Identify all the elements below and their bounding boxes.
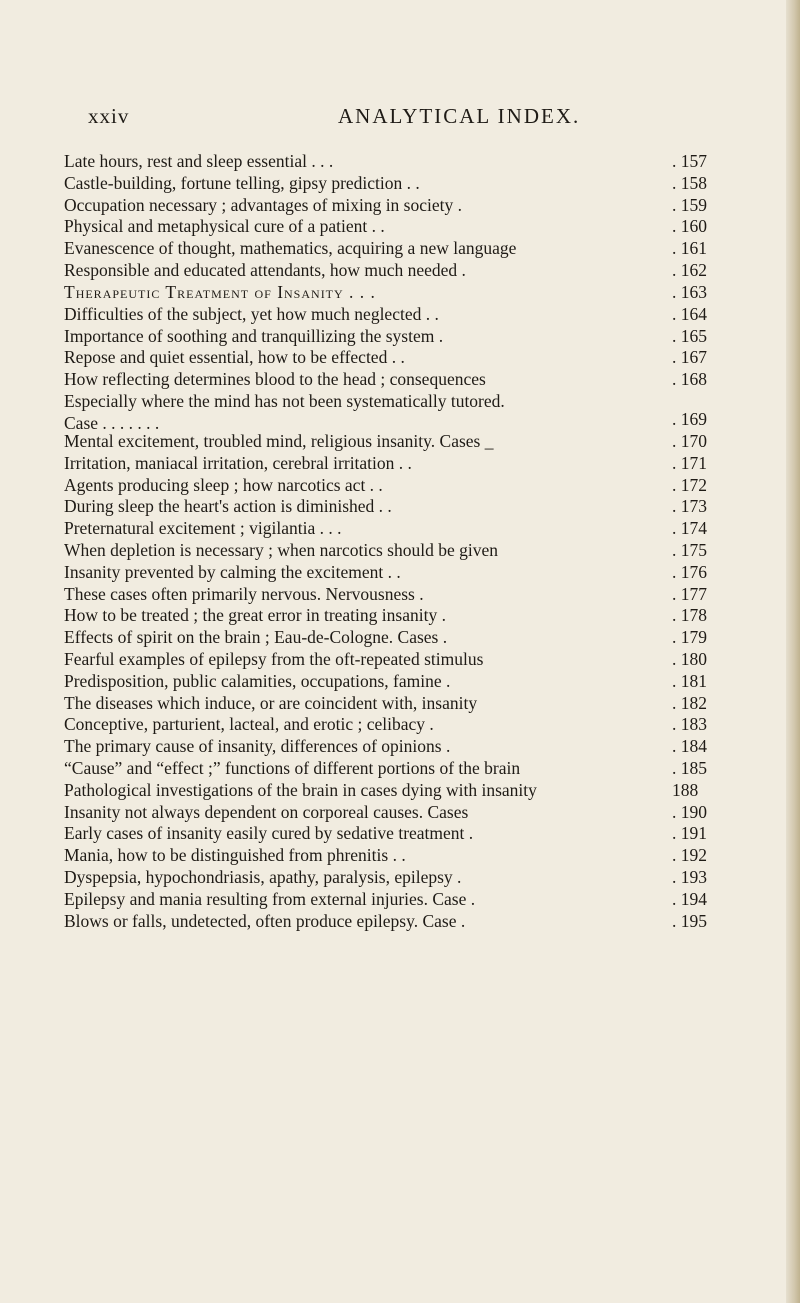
entry-page: . 194 xyxy=(672,888,707,909)
entry-text: Late hours, rest and sleep essential . . . xyxy=(64,151,334,171)
index-entry xyxy=(64,475,712,497)
index-entry xyxy=(64,151,712,173)
entry-text: Agents producing sleep ; how narcotics act . . xyxy=(64,474,383,495)
index-entry xyxy=(64,627,712,649)
entry-page: . 190 xyxy=(672,801,707,822)
index-entry xyxy=(64,173,712,195)
entry-page: . 183 xyxy=(672,714,707,735)
entry-text: Early cases of insanity easily cured by sedative treatment . xyxy=(64,823,474,844)
entry-page: . 162 xyxy=(672,259,707,280)
entry-page: . 184 xyxy=(672,736,707,757)
index-entry xyxy=(64,369,712,391)
entry-page: . 185 xyxy=(672,757,707,778)
index-section-1 xyxy=(64,151,712,282)
index-entry xyxy=(64,911,712,933)
index-entry xyxy=(64,496,712,518)
entry-text: “Cause” and “effect ;” functions of different portions of the brain xyxy=(64,757,521,778)
entry-page: 188 xyxy=(672,779,699,800)
section-heading xyxy=(64,282,712,304)
entry-text: Mental excitement, troubled mind, religious insanity. Cases _ xyxy=(64,430,494,451)
entry-text: Effects of spirit on the brain ; Eau-de-Cologne. Cases . xyxy=(64,627,448,648)
entry-page: . 161 xyxy=(672,238,707,259)
entry-text: Repose and quiet essential, how to be effected . . xyxy=(64,347,405,368)
index-entry xyxy=(64,518,712,540)
entry-page: . 160 xyxy=(672,216,707,237)
index-entry xyxy=(64,605,712,627)
index-entry xyxy=(64,845,712,867)
index-entry xyxy=(64,780,712,802)
entry-text: Difficulties of the subject, yet how much neglected . . xyxy=(64,303,439,324)
heading-page: . 163 xyxy=(672,282,707,302)
entry-text: Evanescence of thought, mathematics, acquiring a new language xyxy=(64,238,517,259)
entry-text: How to be treated ; the great error in treating insanity . xyxy=(64,605,446,626)
page-edge xyxy=(786,0,800,1303)
entry-page: . 170 xyxy=(672,430,707,451)
entry-text: The primary cause of insanity, differences of opinions . xyxy=(64,736,451,757)
index-entry xyxy=(64,326,712,348)
index-entry xyxy=(64,758,712,780)
index-entry xyxy=(64,195,712,217)
heading-text: Therapeutic Treatment of Insanity . . . xyxy=(64,282,376,302)
index-entry xyxy=(64,649,712,671)
entry-text: Mania, how to be distinguished from phrenitis . . xyxy=(64,845,406,866)
entry-text: Epilepsy and mania resulting from external injuries. Case . xyxy=(64,888,476,909)
entry-page: . 195 xyxy=(672,910,707,931)
entry-text: Importance of soothing and tranquillizing the system . xyxy=(64,325,444,346)
entry-text: Blows or falls, undetected, often produce epilepsy. Case . xyxy=(64,910,466,931)
entry-text: Irritation, maniacal irritation, cerebral irritation . . xyxy=(64,452,412,473)
index-entry xyxy=(64,889,712,911)
index-entry xyxy=(64,714,712,736)
entry-page: . 192 xyxy=(672,845,707,866)
entry-text: Conceptive, parturient, lacteal, and erotic ; celibacy . xyxy=(64,714,434,735)
entry-page: . 180 xyxy=(672,648,707,669)
entry-text: Predisposition, public calamities, occupations, famine . xyxy=(64,670,451,691)
entry-page: . 191 xyxy=(672,823,707,844)
index-entry-multiline xyxy=(64,391,712,431)
entry-text: Insanity prevented by calming the excitement . . xyxy=(64,561,401,582)
entry-page: . 193 xyxy=(672,866,707,887)
entry-text: Dyspepsia, hypochondriasis, apathy, paralysis, epilepsy . xyxy=(64,866,462,887)
entry-text: Insanity not always dependent on corporeal causes. Cases xyxy=(64,801,469,822)
index-entry xyxy=(64,736,712,758)
entry-page: . 178 xyxy=(672,605,707,626)
entry-page: . 169 xyxy=(672,408,707,429)
running-title: ANALYTICAL INDEX. xyxy=(338,104,581,128)
entry-text: Pathological investigations of the brain in cases dying with insanity xyxy=(64,779,537,800)
index-entry xyxy=(64,431,712,453)
entry-page: . 173 xyxy=(672,496,707,517)
index-entry xyxy=(64,453,712,475)
entry-text: During sleep the heart's action is diminished . . xyxy=(64,496,392,517)
index-entry xyxy=(64,540,712,562)
entry-text: When depletion is necessary ; when narcotics should be given xyxy=(64,539,498,560)
entry-text: Occupation necessary ; advantages of mixing in society . xyxy=(64,194,463,215)
entry-page: . 159 xyxy=(672,194,707,215)
entry-page: . 167 xyxy=(672,347,707,368)
index-entry xyxy=(64,802,712,824)
index-entry xyxy=(64,562,712,584)
entry-text xyxy=(64,391,505,435)
index-entry xyxy=(64,671,712,693)
entry-page: . 157 xyxy=(672,151,707,171)
entry-text: Responsible and educated attendants, how much needed . xyxy=(64,259,466,280)
entry-page: . 174 xyxy=(672,518,707,539)
entry-text: Preternatural excitement ; vigilantia . . . xyxy=(64,518,342,539)
entry-text: Fearful examples of epilepsy from the oft-repeated stimulus xyxy=(64,648,484,669)
index-entry xyxy=(64,216,712,238)
entry-page: . 168 xyxy=(672,369,707,390)
entry-text: How reflecting determines blood to the head ; consequences xyxy=(64,369,486,390)
entry-page: . 179 xyxy=(672,627,707,648)
entry-text: The diseases which induce, or are coincident with, insanity xyxy=(64,692,478,713)
page-folio: xxiv xyxy=(88,104,130,128)
entry-page: . 158 xyxy=(672,172,707,193)
index-entry xyxy=(64,584,712,606)
entry-text: Castle-building, fortune telling, gipsy prediction . . xyxy=(64,172,420,193)
index-entry xyxy=(64,823,712,845)
index-entry xyxy=(64,304,712,326)
entry-page: . 171 xyxy=(672,452,707,473)
entry-line-2: Case . . . . . . . xyxy=(64,412,160,433)
index-entry xyxy=(64,260,712,282)
index-section-2 xyxy=(64,282,712,932)
index-entry xyxy=(64,238,712,260)
entry-page: . 182 xyxy=(672,692,707,713)
entry-page: . 181 xyxy=(672,670,707,691)
entry-page: . 172 xyxy=(672,474,707,495)
index-entry xyxy=(64,347,712,369)
entry-page: . 177 xyxy=(672,583,707,604)
entry-page: . 165 xyxy=(672,325,707,346)
entry-line-1: Especially where the mind has not been systematically tutored. xyxy=(64,390,505,411)
entry-page: . 175 xyxy=(672,539,707,560)
page-header xyxy=(88,104,688,128)
entry-text: These cases often primarily nervous. Nervousness . xyxy=(64,583,424,604)
index-entry xyxy=(64,693,712,715)
index-entry xyxy=(64,867,712,889)
entry-text: Physical and metaphysical cure of a patient . . xyxy=(64,216,385,237)
entry-page: . 176 xyxy=(672,561,707,582)
entry-page: . 164 xyxy=(672,303,707,324)
